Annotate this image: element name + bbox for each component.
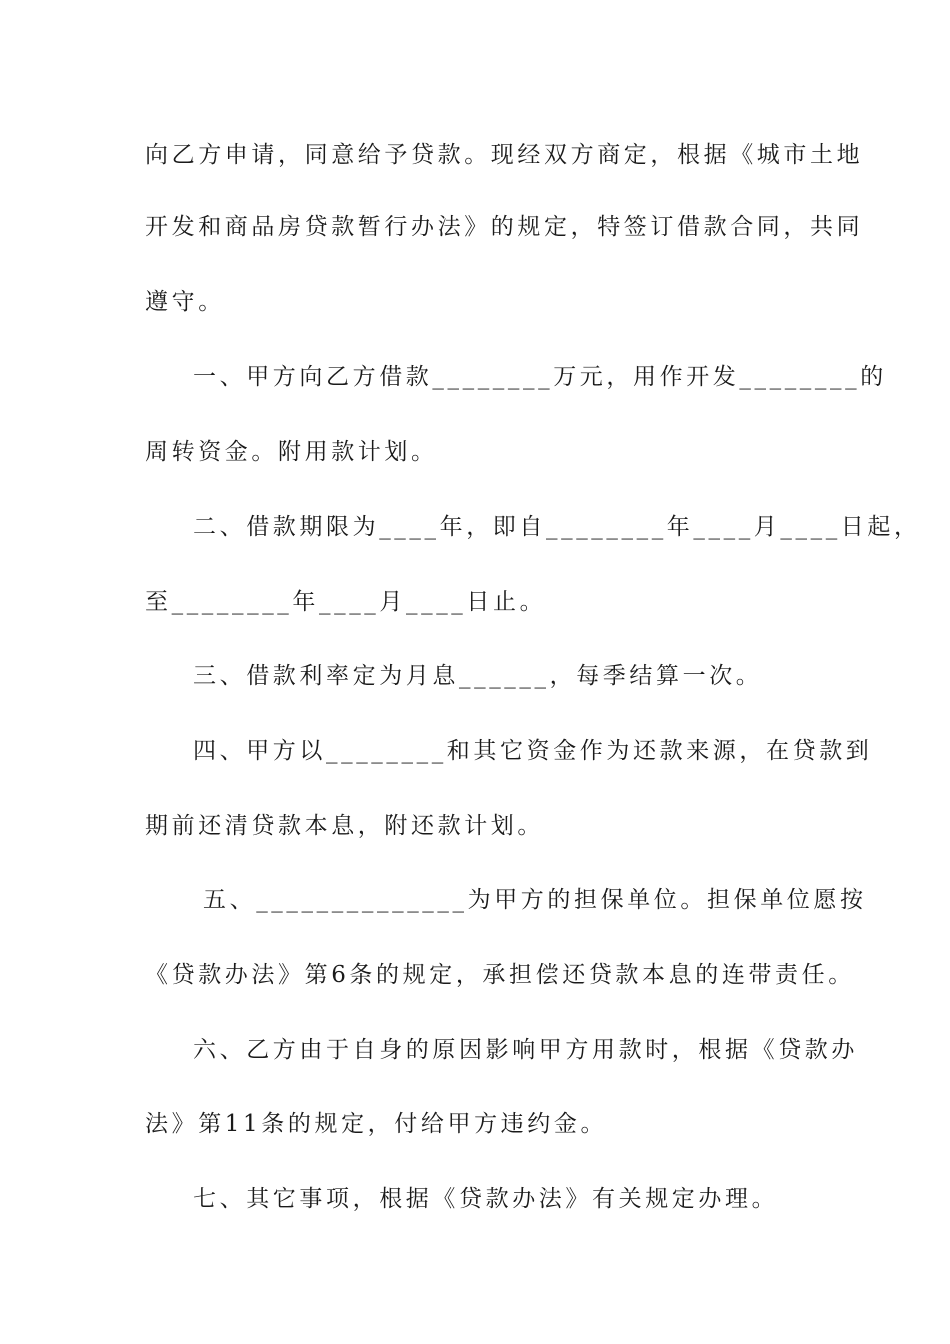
text-line: 法》第11条的规定，付给甲方违约金。: [145, 1111, 608, 1137]
clause-2-line: 二、借款期限为____年，即自________年____月____日起，: [193, 514, 921, 540]
clause-4-line: 四、甲方以________和其它资金作为还款来源，在贷款到: [193, 738, 873, 764]
clause-7-line: 七、其它事项，根据《贷款办法》有关规定办理。: [193, 1186, 779, 1212]
text-line: 至________年____月____日止。: [145, 589, 547, 615]
text-line: 向乙方申请，同意给予贷款。现经双方商定，根据《城市土地: [145, 142, 864, 168]
clause-3-line: 三、借款利率定为月息______，每季结算一次。: [193, 663, 763, 689]
clause-5-line: 五、______________为甲方的担保单位。担保单位愿按: [203, 887, 867, 913]
text-line: 期前还清贷款本息，附还款计划。: [145, 813, 544, 839]
clause-1-line: 一、甲方向乙方借款________万元，用作开发________的: [193, 364, 887, 390]
text-line: 周转资金。附用款计划。: [145, 439, 438, 465]
text-line: 遵守。: [145, 289, 225, 315]
text-line: 《贷款办法》第6条的规定，承担偿还贷款本息的连带责任。: [145, 962, 855, 988]
clause-6-line: 六、乙方由于自身的原因影响甲方用款时，根据《贷款办: [193, 1037, 858, 1063]
text-line: 开发和商品房贷款暂行办法》的规定，特签订借款合同，共同: [145, 214, 864, 240]
